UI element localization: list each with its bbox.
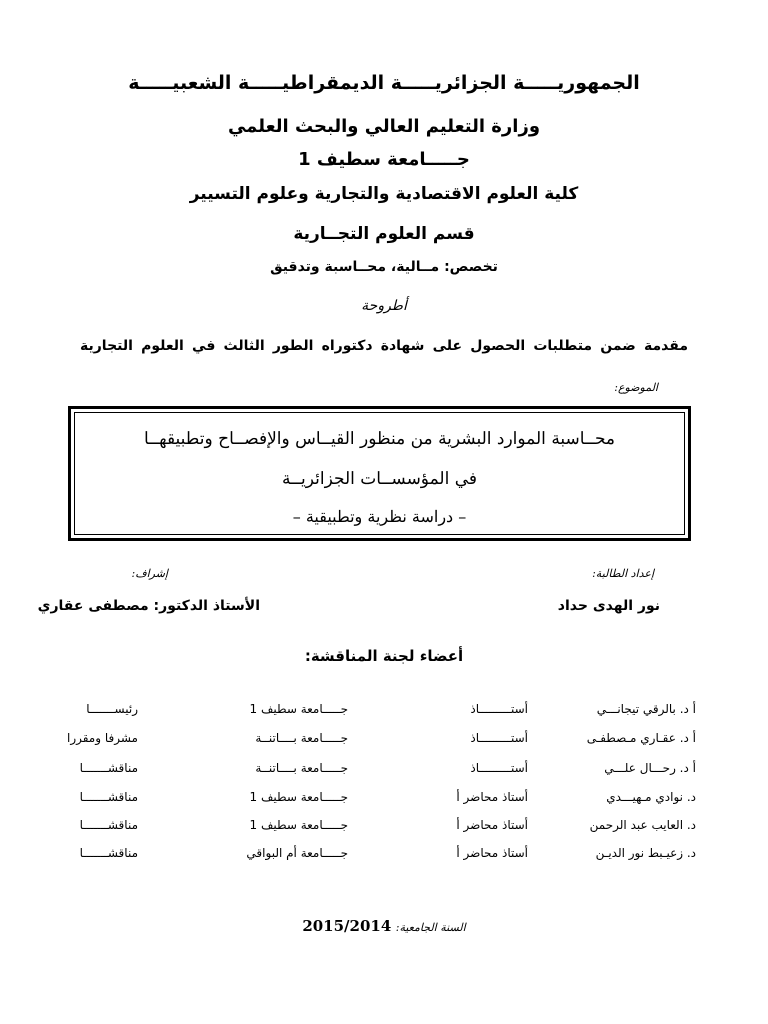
republic-title: الجمهوريـــــة الجزائريـــــة الديمقراطيـــــة الشعبيـــــة bbox=[128, 72, 640, 94]
committee-row bbox=[0, 790, 768, 810]
member-university: جـــــامعة أم البواقي bbox=[246, 846, 348, 860]
member-name: أ د. رحـــال علـــي bbox=[604, 761, 696, 775]
thesis-label: أطروحة bbox=[361, 298, 407, 314]
subject-label: الموضوع: bbox=[614, 381, 658, 394]
member-university: جـــــامعة بــــاتنــة bbox=[255, 731, 348, 745]
member-rank: أستـــــــــاذ bbox=[470, 702, 528, 716]
member-name: أ د. بالرقي تيجانـــي bbox=[596, 702, 696, 716]
member-rank: أستاذ محاضر أ bbox=[456, 818, 528, 832]
member-rank: أستاذ محاضر أ bbox=[456, 790, 528, 804]
academic-year-value: 2015/2014 bbox=[302, 917, 392, 935]
member-rank: أستـــــــــاذ bbox=[470, 731, 528, 745]
department-title: قسم العلوم التجــارية bbox=[293, 224, 475, 244]
member-name: د. العايب عبد الرحمن bbox=[589, 818, 696, 832]
supervisor-name: الأستاذ الدكتور: مصطفى عقاري bbox=[37, 598, 260, 614]
committee-row bbox=[0, 702, 768, 722]
member-role: مشرفا ومقررا bbox=[66, 731, 138, 745]
academic-year bbox=[0, 917, 768, 935]
thesis-title-line-3: – دراسة نظرية وتطبيقية – bbox=[292, 507, 467, 526]
thesis-title-line-1: محــاسبة الموارد البشرية من منظور القيــاس والإفصــاح وتطبيقهــا bbox=[143, 429, 616, 449]
member-university: جـــــامعة سطيف 1 bbox=[249, 818, 348, 832]
member-rank: أستـــــــــاذ bbox=[470, 761, 528, 775]
member-name: د. زعيـبط نور الديـن bbox=[595, 846, 696, 860]
member-university: جـــــامعة بــــاتنــة bbox=[255, 761, 348, 775]
member-role: مناقشـــــــا bbox=[79, 761, 138, 775]
title-box-inner-border bbox=[74, 412, 685, 535]
member-university: جـــــامعة سطيف 1 bbox=[249, 790, 348, 804]
committee-row bbox=[0, 731, 768, 751]
member-role: مناقشـــــــا bbox=[79, 818, 138, 832]
member-name: أ د. عقـاري مـصطفـى bbox=[586, 731, 696, 745]
committee-row bbox=[0, 818, 768, 838]
committee-row bbox=[0, 846, 768, 866]
member-role: رئيســـــــا bbox=[86, 702, 138, 716]
title-box bbox=[68, 406, 691, 541]
faculty-title: كلية العلوم الاقتصادية والتجارية وعلوم التسيير bbox=[189, 184, 579, 204]
ministry-title: وزارة التعليم العالي والبحث العلمي bbox=[227, 116, 541, 137]
academic-year-label: السنة الجامعية: bbox=[395, 921, 466, 934]
student-name: نور الهدى حداد bbox=[557, 598, 660, 614]
member-role: مناقشـــــــا bbox=[79, 790, 138, 804]
supervisor-label: إشراف: bbox=[131, 567, 168, 580]
committee-row bbox=[0, 761, 768, 781]
member-rank: أستاذ محاضر أ bbox=[456, 846, 528, 860]
thesis-purpose: مقدمة ضمن متطلبات الحصول على شهادة دكتوراه الطور الثالث في العلوم التجارية bbox=[80, 338, 688, 354]
specialty-line: تخصص: مــالية، محــاسبة وتدقيق bbox=[270, 259, 498, 275]
university-title: جـــــامعة سطيف 1 bbox=[298, 149, 470, 170]
member-name: د. نوادي مـهيـــدي bbox=[606, 790, 696, 804]
committee-heading: أعضاء لجنة المناقشة: bbox=[304, 647, 464, 665]
thesis-title-line-2: في المؤسســات الجزائريــة bbox=[281, 469, 478, 489]
member-role: مناقشـــــــا bbox=[79, 846, 138, 860]
member-university: جـــــامعة سطيف 1 bbox=[249, 702, 348, 716]
student-label: إعداد الطالبة: bbox=[592, 567, 654, 580]
